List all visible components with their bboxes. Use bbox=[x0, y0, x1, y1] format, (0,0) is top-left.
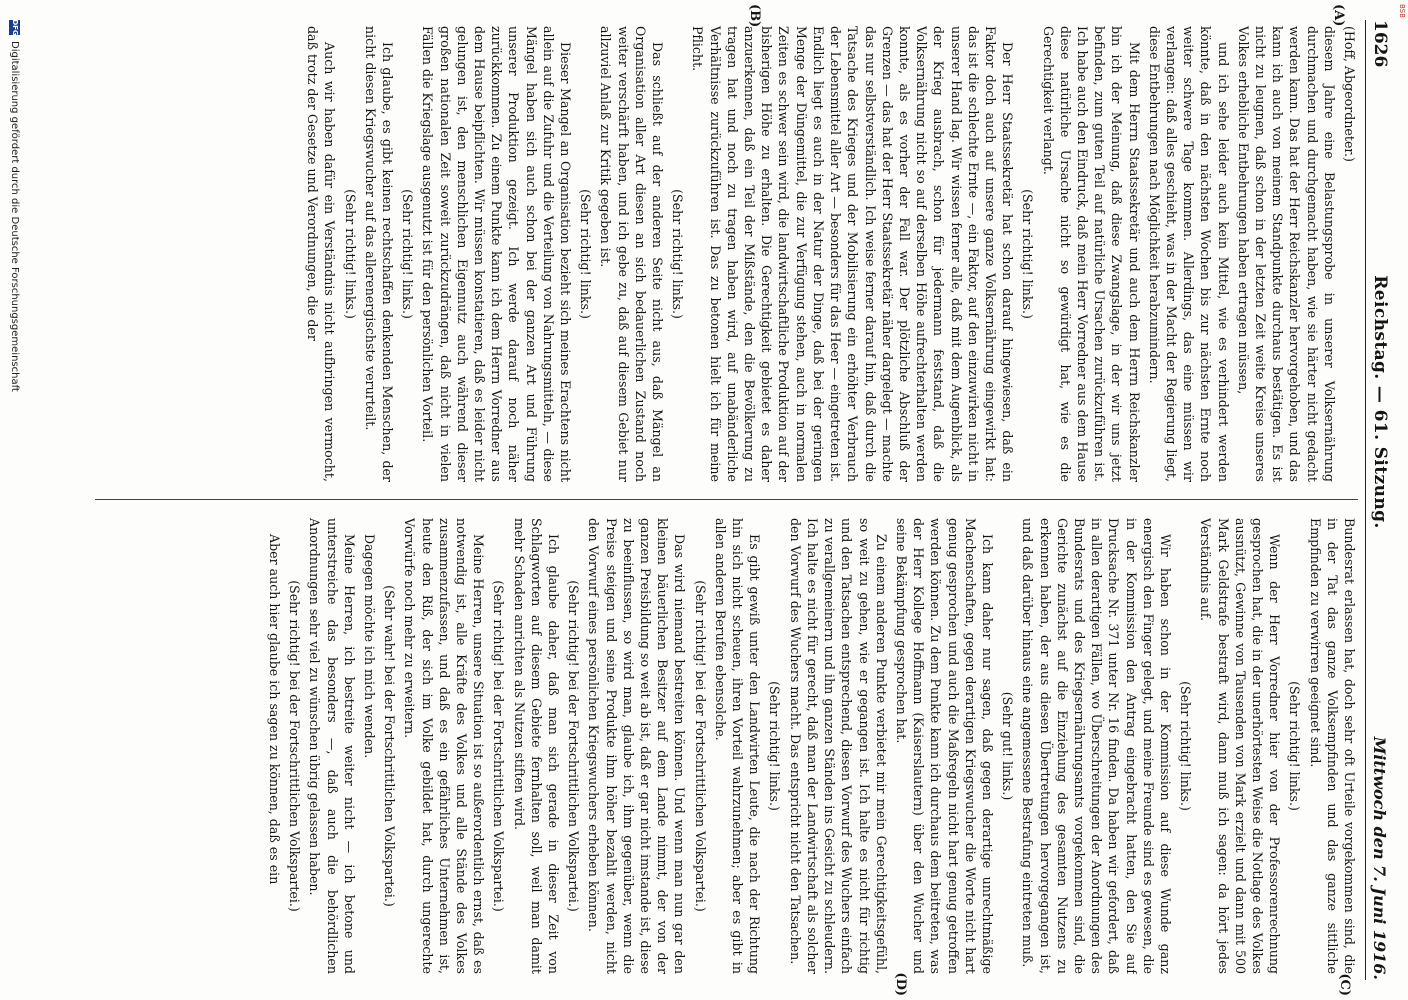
paragraph: Das schließt auf der anderen Seite nicht aus, daß Mängel an Organisation aller Art diesen an sich bedauerlichen Zustand noch weiter verschärft haben, und ich gebe zu, daß auf diesem Gebiet nur allzuviel Anlaß zur Kritik gegeben ist. bbox=[598, 26, 666, 482]
interjection: (Sehr richtig! links.) bbox=[400, 189, 416, 319]
paragraph: Meine Herren, unsere Situation ist so außerordentlich ernst, daß es notwendig ist, alle Kräfte des Volkes und alle Stände des Volkes zusammenzufassen, und daß es ein gefährliches Unternehmen ist, heute den Riß, der sich im Volke gebildet hat, durch ungerechte Vorwürfe noch mehr zu erweitern. bbox=[402, 518, 487, 974]
paragraph: Bundesrat erlassen hat, doch sehr oft Urteile vorgekommen sind, die in der Tat das ganze Volksempfinden und das ganze sittliche Empfinden zu verwirren geeignet sind. bbox=[1307, 518, 1357, 974]
paragraph: Ich glaube, es gibt keinen rechtschaffen denkenden Menschen, der nicht diesen Kriegswucher auf das allerenergischste verurteilt. bbox=[362, 26, 396, 482]
paragraph: Es gibt gewiß unter den Landwirten Leute, die nach der Richtung hin sich nicht scheuen, ihren Vorteil wahrzunehmen; aber es gibt in allen anderen Berufen ebensolche. bbox=[712, 518, 763, 974]
interjection: (Sehr richtig! bei der Fortschrittlichen Volkspartei.) bbox=[692, 580, 708, 912]
left-text-column bbox=[95, 26, 1358, 482]
paragraph: Meine Herren, ich bestreite weiter nicht — ich betone und unterstreiche das besonders —, daß auch die behördlichen Anordnungen sehr viel zu wünschen übrig gelassen haben. bbox=[307, 518, 357, 974]
interjection: (Sehr richtig! links.) bbox=[1287, 681, 1303, 811]
library-watermark: BSB bbox=[1398, 4, 1406, 18]
funding-footer bbox=[7, 20, 23, 980]
page-number: 1626 bbox=[1370, 20, 1390, 68]
paragraph: Ich kann daher nur sagen, daß gegen derartige unrechtmäßige Machenschaften, gegen derartigen Kriegswucher die Worte nicht hart genug gesprochen und auch die Maßregeln nicht hart genug getroffen werden können. Zu dem Punkte kann ich durchaus dem beitreten, was der Herr Kollege Hoffmann (Kaiserslautern) über den Wucher und seine Bekämpfung gesprochen hat. bbox=[893, 518, 995, 974]
margin-mark-d: (D) bbox=[893, 972, 908, 996]
paragraph: Ich glaube daher, daß man sich gerade in dieser Zeit von Schlagworten auf diesem Gebiete fernhalten soll, weil man damit mehr Schaden anrichten als Nutzen stiften wird. bbox=[511, 518, 562, 974]
interjection: (Sehr richtig! bei der Fortschrittlichen Volkspartei.) bbox=[287, 580, 303, 912]
interjection: (Sehr richtig! links.) bbox=[342, 189, 358, 319]
interjection: (Sehr gut! links.) bbox=[1000, 691, 1016, 801]
interjection: (Sehr richtig! links.) bbox=[1020, 189, 1036, 319]
interjection: (Sehr wahr! bei der Fortschrittlichen Volkspartei.) bbox=[382, 585, 398, 907]
paragraph: Auch wir haben dafür ein Verständnis nicht aufbringen vermocht, daß trotz der Gesetze und Verordnungen, die der bbox=[305, 26, 338, 482]
interjection: (Sehr richtig! links.) bbox=[1178, 681, 1194, 811]
dfg-logo: DFG bbox=[11, 19, 19, 36]
paragraph: Wenn der Herr Vorredner hier von der Professorenrechnung gesprochen hat, die in der unerhörtesten Weise die Notlage des Volkes ausnützt, Gewinne von Tausenden von Mark erzielt und dann mit 500 Mark Geldstrafe bestraft wird, dann muß ich sagen: da hört jedes Verständnis auf. bbox=[1198, 518, 1283, 974]
interjection: (Sehr richtig! bei der Fortschrittlichen Volkspartei.) bbox=[491, 580, 507, 912]
paragraph: diesem Jahre eine Belastungsprobe in unserer Volksernährung durchmachen und durchgemacht haben, wie sie härter nicht gedacht werden kann. Das hat der Herr Reichskanzler hervorgehoben, und das kann ich auch von meinem Standpunkte durchaus bestätigen. Es ist nicht zu leugnen, daß schon in der letzten Zeit weite Kreise unseres Volkes erhebliche Entbehrungen haben ertragen müssen, bbox=[1235, 26, 1337, 482]
page-title: Reichstag. — 61. Sitzung. bbox=[1370, 275, 1390, 529]
right-text-column bbox=[95, 518, 1358, 974]
margin-mark-b: (B) bbox=[747, 4, 762, 28]
margin-mark-c: (C) bbox=[1337, 973, 1352, 996]
interjection: (Sehr richtig! links.) bbox=[670, 189, 686, 319]
funding-note: Digitalisierung gefördert durch die Deutsche Forschungsgemeinschaft bbox=[9, 41, 21, 392]
paragraph: Mit dem Herrn Staatssekretär und auch dem Herrn Reichskanzler bin ich der Meinung, daß diese Zwangslage, in der wir uns jetzt befinden, zum guten Teil auf natürliche Ursachen zurückzuführen ist. Ich habe auch den Eindruck, daß mein Herr Vorredner aus dem Hause diese natürliche Ursache nicht so gewürdigt hat, wie es die Gerechtigkeit verlangt. bbox=[1040, 26, 1142, 482]
column-divider bbox=[95, 499, 1358, 500]
paragraph: und ich sehe leider auch kein Mittel, wie es verhindert werden könnte, daß in den nächsten Wochen bis zur nächsten Ernte noch weiter schwere Tage kommen. Allerdings, das eine müssen wir verlangen: daß alles geschieht, was in der Macht der Regierung liegt, diese Entbehrungen nach Möglichkeit herabzumindern. bbox=[1146, 26, 1231, 482]
paragraph: Wir haben schon in der Kommission auf diese Wunde ganz energisch den Finger gelegt, und meine Freunde sind es gewesen, die in der Kommission den Antrag eingebracht hatten, den Sie auf Drucksache Nr. 371 unter Nr. 16 finden. Da haben wir gefordert, daß in allen derartigen Fällen, wo Überschreitungen der Anordnungen des Bundesrats und des Kriegsernährungsamts vorgekommen sind, die Gerichte zunächst auf die Einziehung des gesamten Nutzens zu erkennen haben, der aus diesen Übertretungen hervorgegangen ist, und daß darüber hinaus eine angemessene Bestrafung eintreten muß. bbox=[1020, 518, 1173, 974]
margin-mark-a: (A) bbox=[1331, 4, 1346, 27]
interjection: (Sehr richtig! bei der Fortschrittlichen Volkspartei.) bbox=[566, 580, 582, 912]
paragraph: Aber auch hier glaube ich sagen zu können, daß es ein bbox=[267, 534, 283, 885]
paragraph: Das wird niemand bestreiten können. Und wenn man nun gar den kleinen bäuerlichen Besitzer auf dem Lande nimmt, der von der ganzen Preisbildung so weit ab ist, daß er gar nicht imstande ist, diese zu beeinflussen, so wird man, glaube ich, ihm gegenüber, wenn die Preise steigen und seine Produkte ihm höher bezahlt werden, nicht den Vorwurf eines persönlichen Kriegswuchers erheben können. bbox=[586, 518, 688, 974]
speaker-line: (Hoff, Abgeordneter.) bbox=[1342, 26, 1357, 162]
paragraph: Dagegen möchte ich mich wenden. bbox=[362, 534, 378, 759]
paragraph: Der Herr Staatssekretär hat schon darauf hingewiesen, daß ein Faktor doch auch auf unsere ganze Volksernährung eingewirkt hat: das ist die schlechte Ernte —, ein Faktor, auf den einzuwirken nicht in unserer Hand lag. Wir wissen ferner alle, daß mit dem Augenblick, als der Krieg ausbrach, schon für jedermann feststand, daß die Volksernährung nicht so auf derselben Höhe aufrechterhalten werden konnte, als es vorher der Fall war. Der plötzliche Abschluß der Grenzen — das hat der Herr Staatssekretär näher dargelegt — machte das nur selbstverständlich. Ich weise ferner darauf hin, daß durch die Tatsache des Krieges und der Mobilisierung ein erhöhter Verbrauch der Lebensmittel aller Art — besonders für das Heer — eingetreten ist. Endlich liegt es auch in der Natur der Dinge, daß bei der geringen Menge der Düngemittel, die zur Verfügung stehen, auch in normalen Zeiten es schwer sein wird, die landwirtschaftliche Produktion auf der bisherigen Höhe zu erhalten. Die Gerechtigkeit gebietet es daher anzuerkennen, daß ein Teil der Mißstände, den die Bevölkerung zu tragen hat und noch zu tragen haben wird, auf unabänderliche Verhältnisse zurückzuführen ist. Das zu betonen hielt ich für meine Pflicht. bbox=[690, 26, 1016, 482]
paragraph: Zu einem anderen Punkte verbietet mir mein Gerechtigkeitsgefühl, so weit zu gehen, wie er gegangen ist. Ich halte es nicht für richtig und den Tatsachen entsprechend, diesen Vorwurf des Wuchers einfach zu verallgemeinern und ihn ganzen Ständen ins Gesicht zu schleudern. Ich halte es nicht für gerecht, daß man der Landwirtschaft als solcher den Vorwurf des Wuchers macht. Das entspricht nicht den Tatsachen. bbox=[787, 518, 889, 974]
interjection: (Sehr richtig! links.) bbox=[578, 189, 594, 319]
paragraph: Dieser Mangel an Organisation bezieht sich meines Erachtens nicht allein auf die Zufuhr und die Verteilung von Nahrungsmitteln, — diese Mängel haben sich auch schon bei der ganzen Art und Führung unserer Produktion gezeigt. Ich werde darauf noch näher zurückkommen. Zu einem Punkte kann ich dem Herrn Vorredner aus dem Hause beipflichten. Wir müssen konstatieren, daß es leider nicht gelungen ist, den menschlichen Eigennutz auch während dieser großen nationalen Zeit soweit zurückzudrängen, daß nicht in vielen Fällen die Kriegslage ausgenutzt ist für den persönlichen Vorteil. bbox=[420, 26, 574, 482]
session-date: Mittwoch den 7. Juni 1916. bbox=[1370, 736, 1389, 980]
interjection: (Sehr richtig! links.) bbox=[767, 681, 783, 811]
page-header bbox=[1365, 20, 1400, 980]
